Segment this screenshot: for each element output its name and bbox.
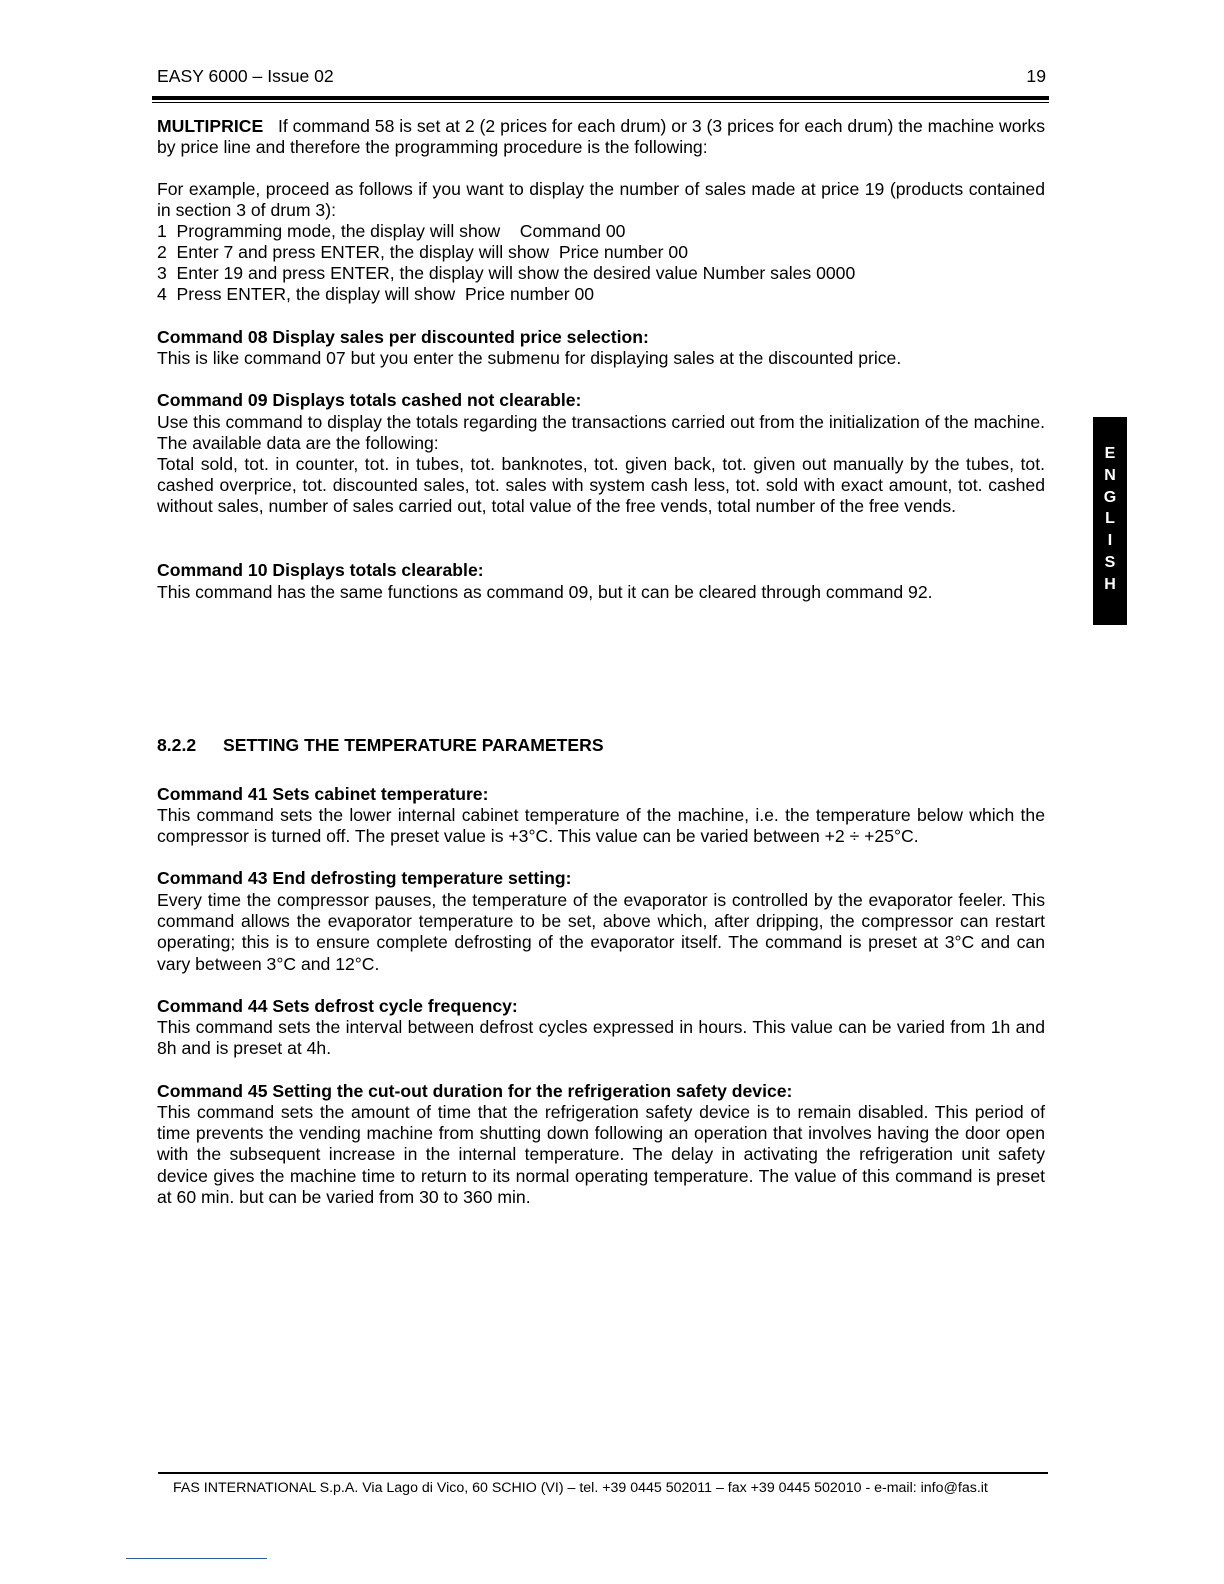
command-44-text: This command sets the interval between defrost cycles expressed in hours. This value can be varied from 1h and 8h and is preset at 4h. (157, 1017, 1045, 1059)
command-09-text: Use this command to display the totals regarding the transactions carried out from the initialization of the machine. The available data are the following: (157, 412, 1045, 454)
command-09-heading: Command 09 Displays totals cashed not clearable: (157, 390, 582, 410)
example-step: 4 Press ENTER, the display will show Price number 00 (157, 284, 595, 304)
tab-letter: G (1103, 488, 1117, 506)
multiprice-paragraph (157, 116, 1045, 158)
command-41-heading: Command 41 Sets cabinet temperature: (157, 784, 489, 804)
page-number: 19 (1026, 66, 1046, 86)
header-rule-thin (152, 102, 1049, 103)
tab-letter: S (1104, 553, 1116, 571)
tab-letter: L (1105, 510, 1115, 528)
command-10-heading: Command 10 Displays totals clearable: (157, 560, 484, 580)
command-09-data-list: Total sold, tot. in counter, tot. in tubes, tot. banknotes, tot. given back, tot. given out manually by the tubes, tot. cashed overprice, tot. discounted sales, tot. sales with system cash less, tot. sold with exact amount, tot. cashed without sales, number of sales carried out, total value of the free vends, total number of the free vends. (157, 454, 1045, 517)
example-step: 2 Enter 7 and press ENTER, the display will show Price number 00 (157, 242, 688, 262)
footnote-separator (126, 1558, 267, 1559)
example-intro: For example, proceed as follows if you want to display the number of sales made at price 19 (products contained in section 3 of drum 3): (157, 179, 1045, 221)
header-rule (152, 96, 1049, 100)
document-title: EASY 6000 – Issue 02 (157, 66, 334, 86)
command-08-text: This is like command 07 but you enter the submenu for displaying sales at the discounted price. (157, 348, 902, 368)
tab-letter: E (1104, 445, 1116, 462)
tab-letter: I (1107, 532, 1113, 550)
command-10-text: This command has the same functions as command 09, but it can be cleared through command 92. (157, 582, 933, 602)
example-step: 1 Programming mode, the display will show Command 00 (157, 221, 626, 241)
command-41-text: This command sets the lower internal cabinet temperature of the machine, i.e. the temperature below which the compressor is turned off. The preset value is +3°C. This value can be varied between +2 ÷ +25°C. (157, 805, 1045, 847)
command-43-text: Every time the compressor pauses, the temperature of the evaporator is controlled by the evaporator feeler. This command allows the evaporator temperature to be set, above which, after dripping, the compressor can restart operating; this is to ensure complete defrosting of the evaporator itself. The command is preset at 3°C and can vary between 3°C and 12°C. (157, 890, 1045, 974)
command-08-heading: Command 08 Display sales per discounted price selection: (157, 327, 649, 347)
page-footer: FAS INTERNATIONAL S.p.A. Via Lago di Vico, 60 SCHIO (VI) – tel. +39 0445 502011 – fax +39 0445 502010 - e-mail: info@fas.it (173, 1480, 988, 1496)
multiprice-text: If command 58 is set at 2 (2 prices for each drum) or 3 (3 prices for each drum) the machine works by price line and therefore the programming procedure is the following: (157, 116, 1045, 158)
section-heading (157, 735, 1045, 756)
command-43-heading: Command 43 End defrosting temperature setting: (157, 868, 572, 888)
command-45-heading: Command 45 Setting the cut-out duration for the refrigeration safety device: (157, 1081, 793, 1101)
footer-rule (158, 1472, 1048, 1474)
multiprice-label: MULTIPRICE (157, 116, 264, 136)
example-step: 3 Enter 19 and press ENTER, the display will show the desired value Number sales 0000 (157, 263, 856, 283)
page-header (157, 66, 1046, 88)
tab-letter: N (1104, 466, 1116, 484)
language-tab-english (1093, 417, 1127, 625)
section-title: SETTING THE TEMPERATURE PARAMETERS (223, 735, 604, 755)
command-44-heading: Command 44 Sets defrost cycle frequency: (157, 996, 518, 1016)
tab-letter: H (1104, 575, 1116, 593)
section-number: 8.2.2 (157, 735, 197, 755)
command-45-text: This command sets the amount of time that the refrigeration safety device is to remain disabled. This period of time prevents the vending machine from shutting down following an operation that involves having the door open with the subsequent increase in the internal temperature. The delay in activating the refrigeration unit safety device gives the machine time to return to its normal operating temperature. The value of this command is preset at 60 min. but can be varied from 30 to 360 min. (157, 1102, 1045, 1207)
